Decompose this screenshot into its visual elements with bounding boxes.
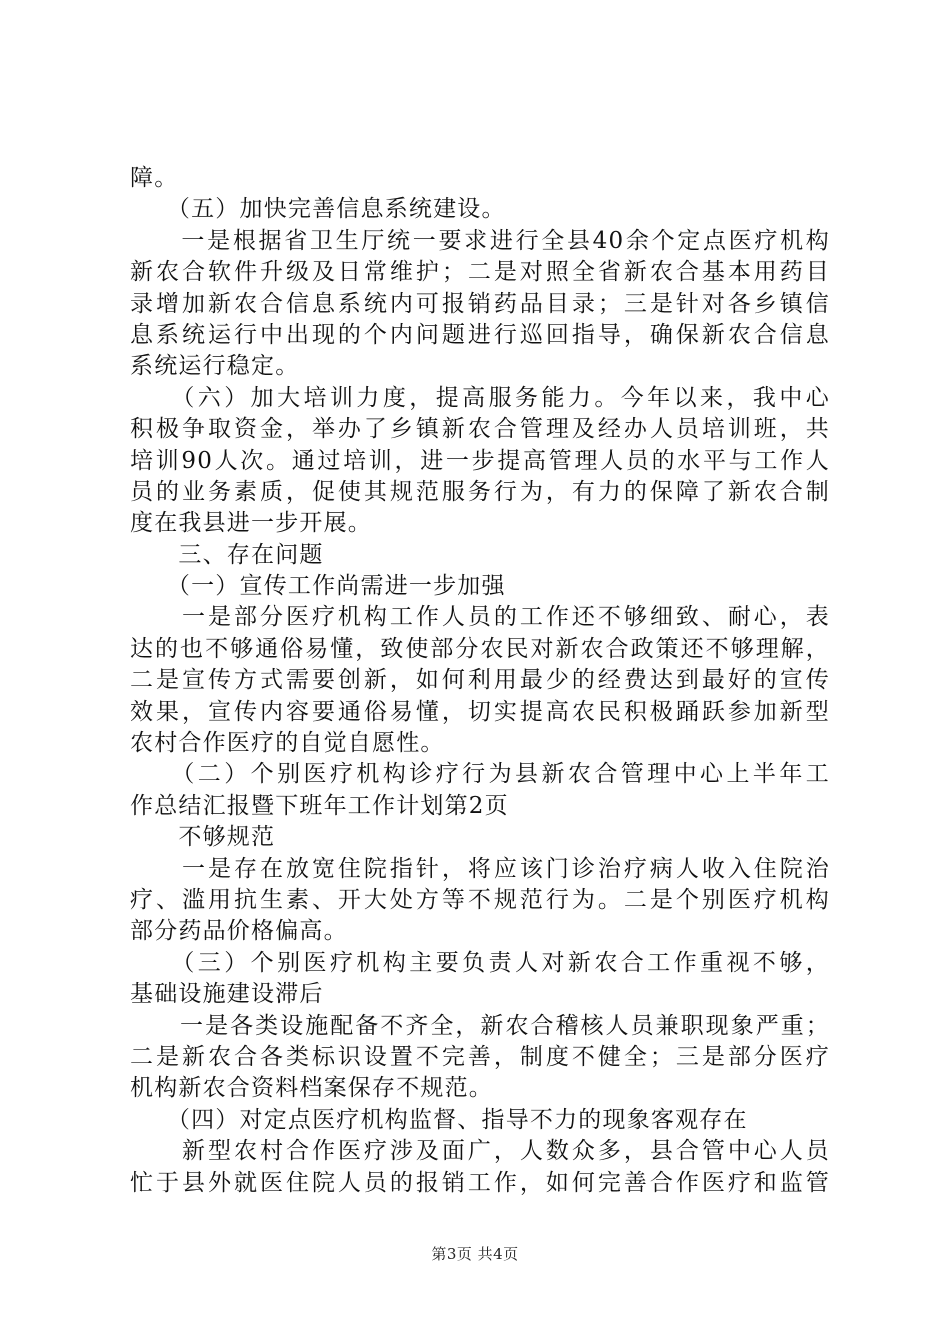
section-heading: （一）宣传工作尚需进一步加强: [130, 573, 506, 600]
text-line: 度在我县进一步开展。: [130, 510, 372, 537]
text-line: 培训90人次。通过培训，进一步提高管理人员的水平与工作人: [130, 447, 830, 474]
text-line: 基础设施建设滞后: [130, 981, 324, 1008]
text-line: 部分药品价格偏高。: [130, 918, 348, 945]
text-line: 农村合作医疗的自觉自愿性。: [130, 730, 445, 757]
text-line: 二是宣传方式需要创新，如何利用最少的经费达到最好的宣传: [130, 667, 830, 694]
text-line: 一是部分医疗机构工作人员的工作还不够细致、耐心，表: [130, 604, 830, 631]
text-line: 员的业务素质，促使其规范服务行为，有力的保障了新农合制: [130, 478, 830, 505]
text-line: 一是各类设施配备不齐全，新农合稽核人员兼职现象严重；: [130, 1012, 830, 1039]
text-line: 效果，宣传内容要通俗易懂，切实提高农民积极踊跃参加新型: [130, 698, 830, 725]
text-line: 新农合软件升级及日常维护；二是对照全省新农合基本用药目: [130, 259, 830, 286]
text-line: 系统运行稳定。: [130, 353, 300, 380]
document-body: [130, 163, 830, 1199]
text-line: 不够规范: [130, 824, 276, 851]
text-line: 二是新农合各类标识设置不完善，制度不健全；三是部分医疗: [130, 1043, 830, 1070]
section-heading: （四）对定点医疗机构监督、指导不力的现象客观存在: [130, 1106, 748, 1133]
text-line: 达的也不够通俗易懂，致使部分农民对新农合政策还不够理解，: [130, 635, 830, 662]
text-line: 障。: [130, 165, 179, 191]
section-heading: （三）个别医疗机构主要负责人对新农合工作重视不够，: [130, 949, 830, 976]
text-line: 作总结汇报暨下班年工作计划第2页: [130, 792, 509, 819]
text-line: 一是根据省卫生厅统一要求进行全县40余个定点医疗机构: [130, 227, 830, 254]
text-line: 新型农村合作医疗涉及面广，人数众多，县合管中心人员: [130, 1138, 830, 1165]
text-line: 忙于县外就医住院人员的报销工作，如何完善合作医疗和监管: [130, 1169, 830, 1196]
text-line: 积极争取资金，举办了乡镇新农合管理及经办人员培训班，共: [130, 416, 830, 443]
text-line: 疗、滥用抗生素、开大处方等不规范行为。二是个别医疗机构: [130, 886, 830, 913]
section-heading: 三、存在问题: [130, 541, 324, 568]
text-line: 一是存在放宽住院指针，将应该门诊治疗病人收入住院治: [130, 855, 830, 882]
section-heading: （六）加大培训力度，提高服务能力。今年以来，我中心: [130, 384, 830, 411]
text-line: 录增加新农合信息系统内可报销药品目录；三是针对各乡镇信: [130, 290, 830, 317]
page-footer: 第3页 共4页: [431, 1245, 519, 1263]
section-heading: （二）个别医疗机构诊疗行为县新农合管理中心上半年工: [130, 761, 830, 788]
section-heading: （五）加快完善信息系统建设。: [130, 196, 506, 223]
text-line: 息系统运行中出现的个内问题进行巡回指导，确保新农合信息: [130, 321, 830, 348]
text-line: 机构新农合资料档案保存不规范。: [130, 1075, 493, 1102]
